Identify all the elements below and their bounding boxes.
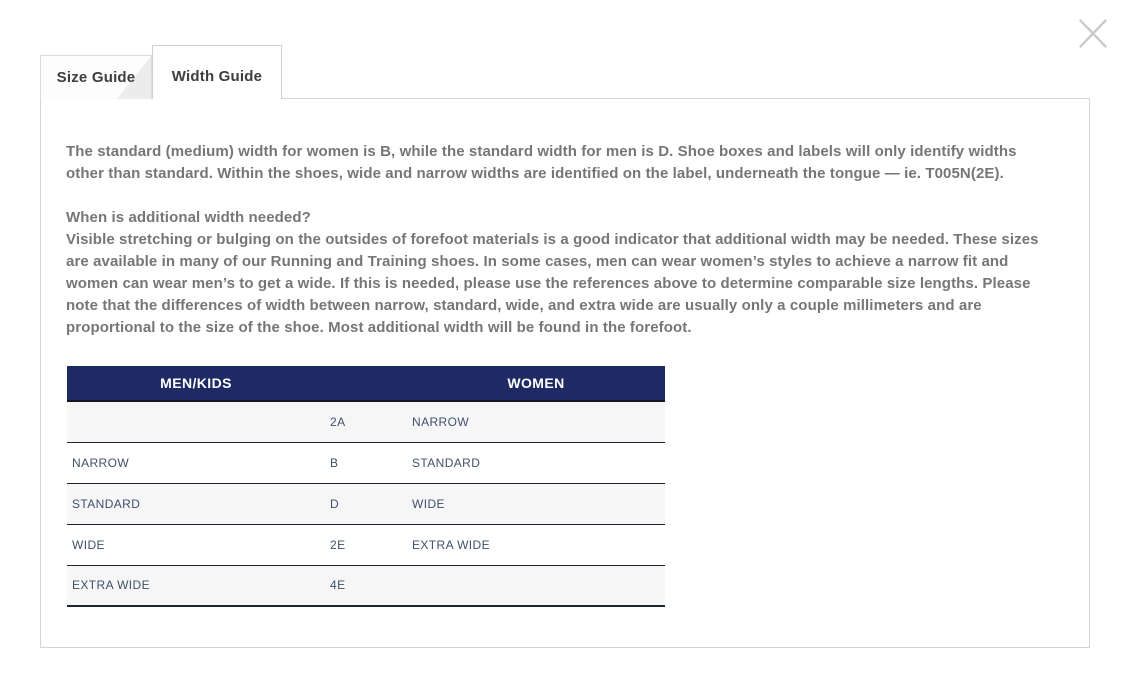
table-cell: NARROW [67,442,325,483]
table-header-row [67,366,665,401]
table-cell: 2A [325,401,407,442]
close-button[interactable] [1076,17,1110,51]
table-cell: 4E [325,565,407,606]
table-cell: STANDARD [67,483,325,524]
table-cell: D [325,483,407,524]
table-header-cell: MEN/KIDS [67,366,325,401]
table-cell: B [325,442,407,483]
width-table [67,366,665,607]
additional-width-heading: When is additional width needed? [66,209,311,226]
tab-width-guide[interactable] [152,45,282,99]
table-cell: WIDE [67,524,325,565]
table-cell [67,401,325,442]
table-row [67,401,665,442]
table-row [67,442,665,483]
table-cell: 2E [325,524,407,565]
width-guide-panel [40,98,1090,648]
table-row [67,524,665,565]
table-cell [407,565,665,606]
table-cell: NARROW [407,401,665,442]
table-cell: WIDE [407,483,665,524]
table-cell: EXTRA WIDE [407,524,665,565]
additional-width-paragraph: Visible stretching or bulging on the outsides of forefoot materials is a good indicator that additional width may be needed. These sizes are available in many of our Running and Training shoes. In some cases, men can wear women’s styles to achieve a narrow fit and women can wear men’s to get a wide. If this is needed, please use the references above to determine comparable size lengths. Please note that the differences of width between narrow, standard, wide, and extra wide are usually only a couple millimeters and are proportional to the size of the shoe. Most additional width will be found in the forefoot. [66,231,1039,336]
table-row [67,483,665,524]
table-header-cell: WOMEN [407,366,665,401]
tab-width-guide-label: Width Guide [171,68,263,85]
intro-paragraph: The standard (medium) width for women is B, while the standard width for men is D. Shoe boxes and labels will only identify widths other than standard. Within the shoes, wide and narrow widths are identified on the label, underneath the tongue — ie. T005N(2E). [66,143,1017,182]
table-cell: STANDARD [407,442,665,483]
table-cell: EXTRA WIDE [67,565,325,606]
close-icon [1076,17,1110,51]
table-row [67,565,665,606]
tab-size-guide[interactable] [40,55,152,99]
table-header-cell [325,366,407,401]
tab-size-guide-label: Size Guide [56,69,136,86]
